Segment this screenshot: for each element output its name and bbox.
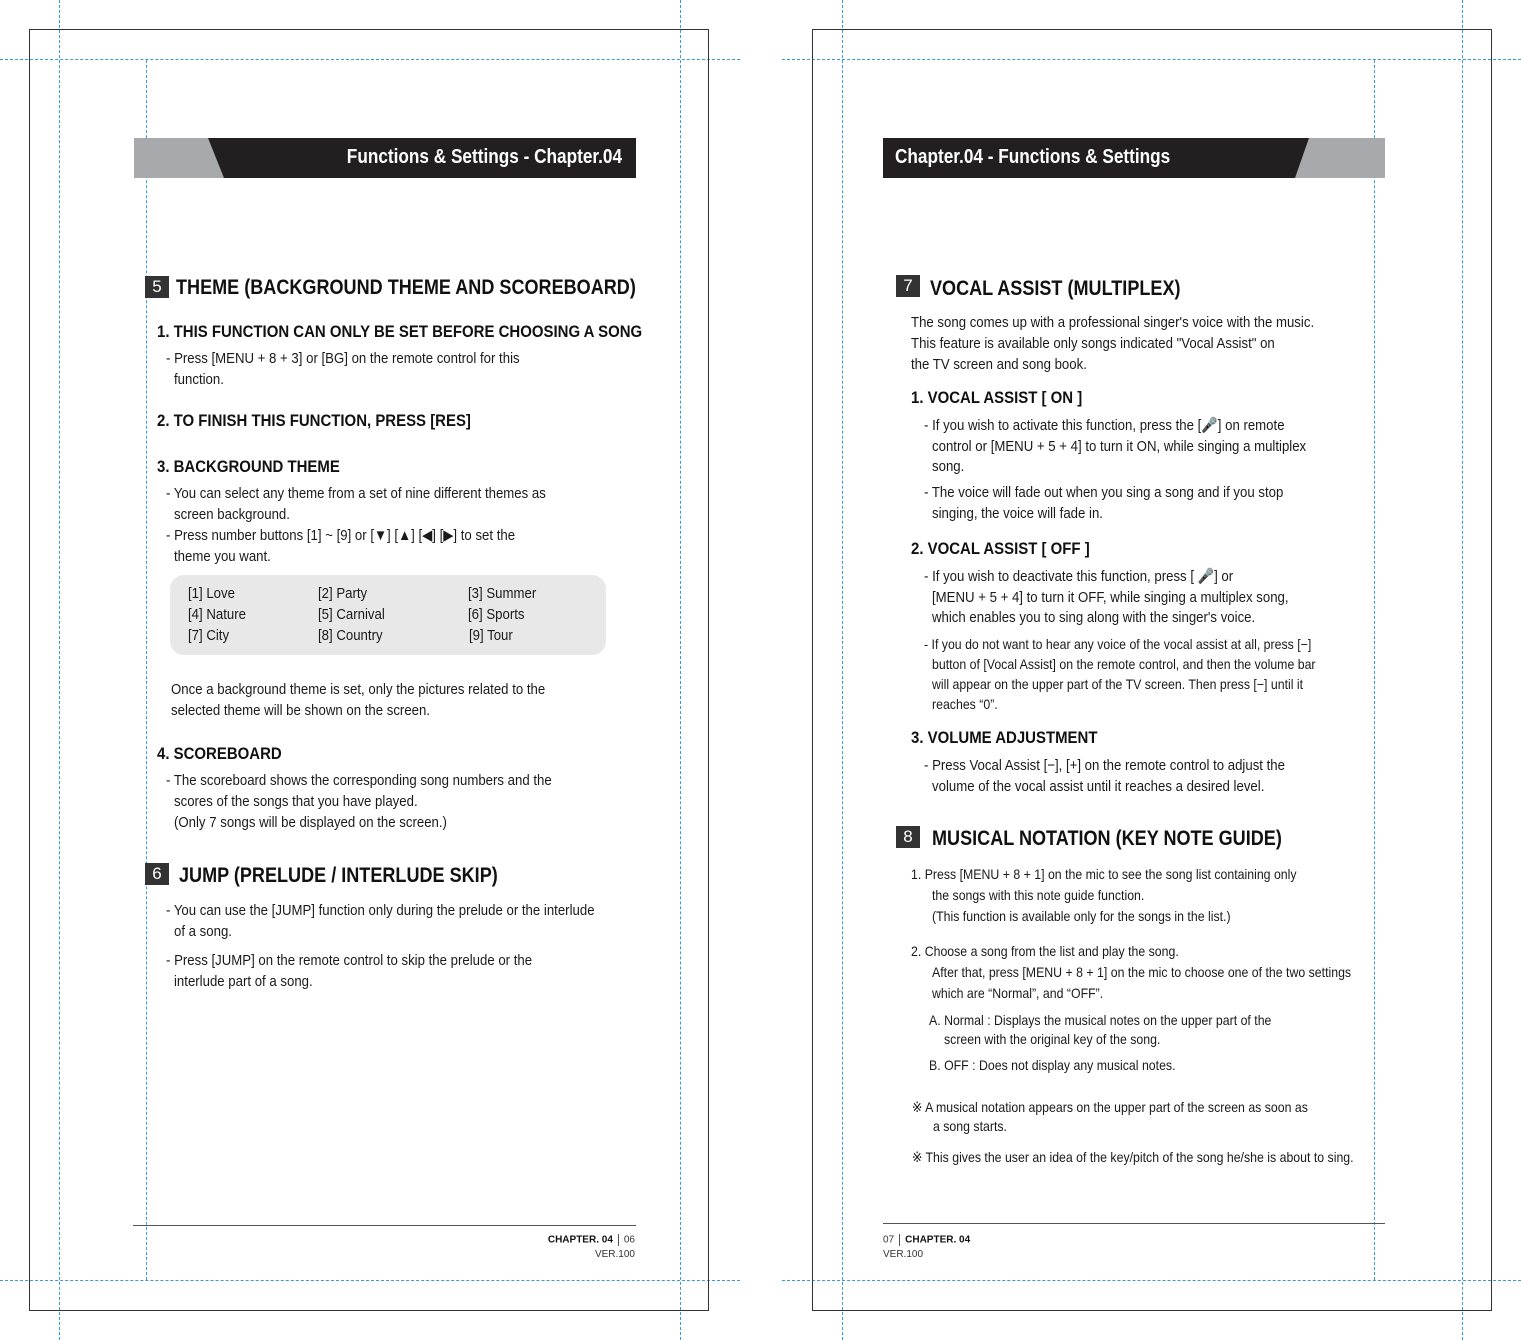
- body-line: interlude part of a song.: [174, 973, 313, 990]
- footer-chapter: CHAPTER. 04: [905, 1234, 971, 1246]
- body-line: will appear on the upper part of the TV screen. Then press [−] until it: [932, 676, 1304, 692]
- theme-option: [6] Sports: [468, 606, 525, 623]
- option-line: screen with the original key of the song.: [944, 1031, 1161, 1047]
- subheading: 2. VOCAL ASSIST [ OFF ]: [911, 539, 1090, 558]
- body-line: [MENU + 5 + 4] to turn it OFF, while singing a multiplex song,: [932, 589, 1289, 606]
- body-line: reaches “0”.: [932, 696, 998, 712]
- left-page-frame: [29, 29, 709, 1311]
- body-line: which are “Normal”, and “OFF”.: [932, 985, 1104, 1001]
- footer: [548, 1234, 635, 1246]
- theme-option: [8] Country: [318, 627, 383, 644]
- footer-rule: [883, 1223, 1385, 1224]
- section-number-badge: 8: [896, 826, 920, 848]
- body-line: which enables you to sing along with the singer's voice.: [932, 609, 1256, 626]
- body-line: selected theme will be shown on the screen.: [171, 702, 431, 719]
- note-line: a song starts.: [933, 1118, 1007, 1134]
- subheading: 2. TO FINISH THIS FUNCTION, PRESS [RES]: [157, 411, 471, 430]
- theme-option: [3] Summer: [468, 585, 537, 602]
- option-line: B. OFF : Does not display any musical notes.: [929, 1057, 1176, 1073]
- footer-divider: [618, 1234, 619, 1246]
- body-line: the songs with this note guide function.: [932, 887, 1145, 903]
- body-line: - Press [JUMP] on the remote control to skip the prelude or the: [166, 952, 533, 969]
- footer-version: VER.100: [594, 1249, 635, 1260]
- right-chapter-banner: [883, 138, 1385, 178]
- body-line: theme you want.: [174, 548, 271, 565]
- body-line: button of [Vocal Assist] on the remote control, and then the volume bar: [932, 656, 1316, 672]
- footer-divider: [899, 1234, 900, 1246]
- footer-page-number: 07: [883, 1234, 895, 1246]
- theme-option: [1] Love: [188, 585, 235, 602]
- body-line: - Press number buttons [1] ~ [9] or [▼] [▲] [◀] [▶] to set the: [166, 527, 516, 544]
- body-line: control or [MENU + 5 + 4] to turn it ON, while singing a multiplex: [932, 438, 1307, 455]
- footer-page-number: 06: [623, 1234, 635, 1246]
- body-line: scores of the songs that you have played.: [174, 793, 418, 810]
- subheading: 1. THIS FUNCTION CAN ONLY BE SET BEFORE CHOOSING A SONG: [157, 322, 643, 341]
- footer-chapter: CHAPTER. 04: [547, 1234, 613, 1246]
- subheading: 4. SCOREBOARD: [157, 744, 282, 763]
- subheading: 1. VOCAL ASSIST [ ON ]: [911, 388, 1083, 407]
- body-line: - If you do not want to hear any voice of the vocal assist at all, press [−]: [924, 636, 1312, 652]
- body-line: volume of the vocal assist until it reaches a desired level.: [932, 778, 1265, 795]
- body-line: - If you wish to deactivate this function, press [ 🎤] or: [924, 568, 1234, 585]
- section-number-badge: 7: [896, 275, 920, 297]
- section-title: MUSICAL NOTATION (KEY NOTE GUIDE): [932, 827, 1282, 850]
- body-line: screen background.: [174, 506, 290, 523]
- theme-list-box: [170, 575, 606, 655]
- body-line: the TV screen and song book.: [911, 356, 1087, 373]
- theme-option: [7] City: [188, 627, 230, 644]
- footer-version: VER.100: [883, 1249, 924, 1260]
- body-line: function.: [174, 371, 224, 388]
- body-line: 1. Press [MENU + 8 + 1] on the mic to see the song list containing only: [911, 866, 1297, 882]
- body-line: After that, press [MENU + 8 + 1] on the mic to choose one of the two settings: [932, 964, 1352, 980]
- body-line: The song comes up with a professional singer's voice with the music.: [911, 314, 1315, 331]
- section-number-badge: 6: [145, 863, 169, 885]
- section-title: JUMP (PRELUDE / INTERLUDE SKIP): [179, 864, 498, 887]
- footer: [883, 1234, 970, 1246]
- banner-title: Chapter.04 - Functions & Settings: [895, 146, 1171, 168]
- section-title: VOCAL ASSIST (MULTIPLEX): [930, 277, 1181, 300]
- footer-rule: [133, 1225, 636, 1226]
- body-line: - If you wish to activate this function, press the [🎤] on remote: [924, 417, 1285, 434]
- note-line: ※ This gives the user an idea of the key/pitch of the song he/she is about to sing.: [912, 1149, 1354, 1165]
- body-line: - You can select any theme from a set of nine different themes as: [166, 485, 546, 502]
- body-line: of a song.: [174, 923, 232, 940]
- note-line: ※ A musical notation appears on the upper part of the screen as soon as: [912, 1099, 1308, 1115]
- body-line: 2. Choose a song from the list and play the song.: [911, 943, 1179, 959]
- body-line: - The voice will fade out when you sing a song and if you stop: [924, 484, 1284, 501]
- body-line: Once a background theme is set, only the pictures related to the: [171, 681, 546, 698]
- body-line: - Press [MENU + 8 + 3] or [BG] on the remote control for this: [166, 350, 520, 367]
- option-line: A. Normal : Displays the musical notes on the upper part of the: [929, 1012, 1272, 1028]
- subheading: 3. BACKGROUND THEME: [157, 457, 340, 476]
- left-chapter-banner: [134, 138, 636, 178]
- theme-option: [5] Carnival: [318, 606, 385, 623]
- body-line: This feature is available only songs indicated "Vocal Assist" on: [911, 335, 1275, 352]
- body-line: - You can use the [JUMP] function only during the prelude or the interlude: [166, 902, 595, 919]
- banner-title: Functions & Settings - Chapter.04: [346, 146, 622, 168]
- body-line: - Press Vocal Assist [−], [+] on the remote control to adjust the: [924, 757, 1285, 774]
- theme-option: [2] Party: [318, 585, 368, 602]
- body-line: - The scoreboard shows the corresponding song numbers and the: [166, 772, 552, 789]
- subheading: 3. VOLUME ADJUSTMENT: [911, 728, 1098, 747]
- section-number-badge: 5: [145, 276, 169, 298]
- theme-option: [9] Tour: [469, 627, 513, 644]
- theme-option: [4] Nature: [188, 606, 246, 623]
- section-title: THEME (BACKGROUND THEME AND SCOREBOARD): [176, 276, 636, 299]
- body-line: (This function is available only for the songs in the list.): [932, 908, 1231, 924]
- body-line: (Only 7 songs will be displayed on the screen.): [174, 814, 447, 831]
- body-line: song.: [932, 458, 965, 475]
- body-line: singing, the voice will fade in.: [932, 505, 1103, 522]
